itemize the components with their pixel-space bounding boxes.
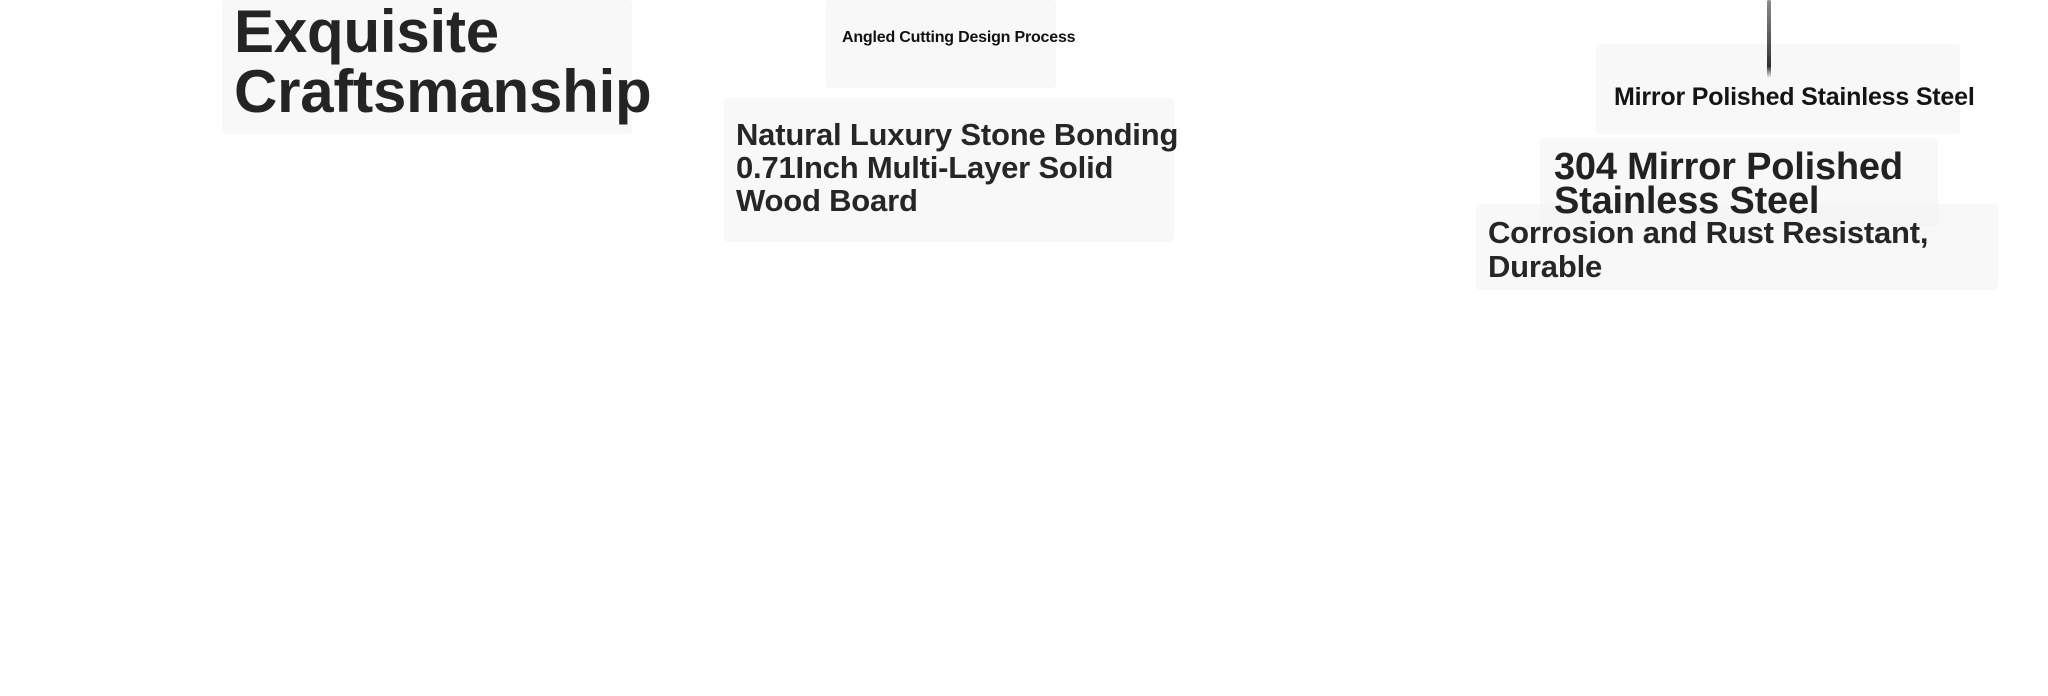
stone-bonding-description: Natural Luxury Stone Bonding 0.71Inch Multi-Layer Solid Wood Board (736, 117, 1179, 218)
metal-pin-icon (1767, 0, 1771, 78)
stainless-steel-title: 304 Mirror Polished Stainless Steel (1554, 146, 1903, 222)
angled-cutting-caption: Angled Cutting Design Process (842, 29, 1076, 46)
mirror-polished-caption: Mirror Polished Stainless Steel (1614, 83, 1975, 111)
corrosion-resistance-description: Corrosion and Rust Resistant, Durable (1488, 215, 1929, 284)
page-headline: Exquisite Craftsmanship (234, 0, 652, 125)
